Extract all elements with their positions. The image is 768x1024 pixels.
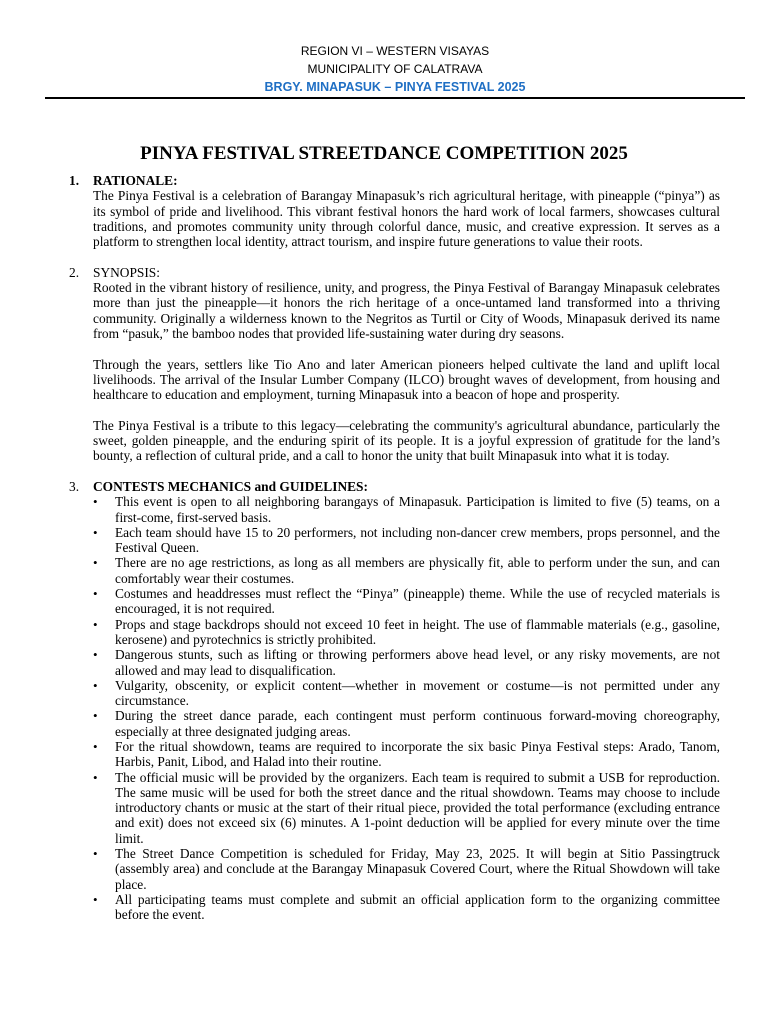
rationale-paragraph: The Pinya Festival is a celebration of Barangay Minapasuk’s rich agricultural heritage, with pineapple (“pinya”) as its symbol of pride and livelihood. This vibrant festival honors the hard work of local farmers, showcases cultural traditions, and promotes community unity through colorful dance, music, and creative expression. It serves as a platform to strengthen local identity, attract tourism, and inspire future generations to value their roots. — [93, 188, 720, 250]
section-heading: CONTESTS MECHANICS and GUIDELINES: — [93, 478, 368, 494]
section-number: 3. — [69, 478, 80, 494]
list-item — [93, 846, 720, 892]
bullet-icon: • — [93, 524, 98, 540]
list-item — [93, 739, 720, 770]
bullet-icon: • — [93, 846, 98, 862]
region-line: REGION VI – WESTERN VISAYAS — [300, 44, 490, 58]
section-heading: RATIONALE: — [93, 173, 178, 188]
bullet-icon: • — [93, 769, 98, 785]
list-item — [93, 678, 720, 709]
list-item — [93, 617, 720, 648]
list-item — [93, 525, 720, 556]
list-item-text: This event is open to all neighboring barangays of Minapasuk. Participation is limited to five (5) teams, on a first-come, first-served basis. — [115, 494, 720, 525]
section-heading: SYNOPSIS: — [93, 264, 160, 280]
list-item-text: The Street Dance Competition is scheduled for Friday, May 23, 2025. It will begin at Sitio Passingtruck (assembly area) and conclude at the Barangay Minapasuk Covered Court, where the Ritual Showdown will take place. — [115, 846, 720, 892]
bullet-icon: • — [93, 738, 98, 754]
list-item — [93, 647, 720, 678]
section-rationale — [69, 173, 720, 249]
list-item-text: Props and stage backdrops should not exceed 10 feet in height. The use of flammable materials (e.g., gasoline, kerosene) and pyrotechnics is strictly prohibited. — [115, 616, 720, 647]
barangay-line: BRGY. MINAPASUK – PINYA FESTIVAL 2025 — [264, 80, 526, 94]
list-item — [93, 770, 720, 846]
list-item-text: During the street dance parade, each contingent must perform continuous forward-moving choreography, especially at three designated judging areas. — [115, 708, 720, 739]
list-item-text: Vulgarity, obscenity, or explicit content—whether in movement or costume—is not permitted under any circumstance. — [115, 677, 720, 709]
synopsis-paragraph-3: The Pinya Festival is a tribute to this legacy—celebrating the community's agricultural abundance, particularly the sweet, golden pineapple, and the enduring spirit of its people. It is a joyful expression of gratitude for the land’s bounty, a reflection of cultural pride, and a call to honor the unity that built Minapasuk into what it is today. — [93, 417, 720, 464]
bullet-icon: • — [93, 494, 98, 510]
synopsis-paragraph-1: Rooted in the vibrant history of resilience, unity, and progress, the Pinya Festival of Barangay Minapasuk celebrates more than just the pineapple—it honors the rich heritage of a once-untamed land transformed into a thriving community. Originally a wilderness known to the Negritos as Turtil or City of Woods, Minapasuk derived its name from “pasuk,” the bamboo nodes that provided life-sustaining water during dry seasons. — [93, 280, 720, 341]
document-body — [69, 173, 720, 923]
list-item — [93, 708, 720, 739]
list-item — [93, 494, 720, 525]
list-item-text: Dangerous stunts, such as lifting or throwing performers above head level, or any risky movements, are not allowed and may lead to disqualification. — [115, 647, 720, 678]
letterhead — [45, 42, 745, 96]
synopsis-paragraph-2: Through the years, settlers like Tio Ano and later American pioneers helped cultivate the land and uplift local livelihoods. The arrival of the Insular Lumber Company (ILCO) brought waves of development, from housing and healthcare to education and employment, turning Minapasuk into a beacon of hope and prosperity. — [93, 356, 720, 403]
header-divider — [45, 97, 745, 99]
section-number: 2. — [69, 264, 80, 280]
list-item-text: The official music will be provided by the organizers. Each team is required to submit a USB for reproduction. The same music will be used for both the street dance and the ritual showdown. Teams may choose to include introductory chants or music at the start of their ritual piece, provided the total performance (excluding entrance and exit) does not exceed six (6) minutes. A 1-point deduction will be applied for every minute over the time limit. — [115, 769, 720, 846]
guidelines-list — [93, 494, 720, 922]
section-mechanics — [69, 479, 720, 923]
list-item-text: There are no age restrictions, as long as all members are physically fit, able to perform under the sun, and can comfortably wear their costumes. — [115, 555, 720, 586]
section-number: 1. — [69, 173, 80, 188]
list-item — [93, 892, 720, 923]
bullet-icon: • — [93, 708, 98, 724]
bullet-icon: • — [93, 616, 98, 632]
bullet-icon: • — [93, 647, 98, 663]
list-item-text: All participating teams must complete and submit an official application form to the organizing committee before the event. — [115, 891, 720, 923]
list-item — [93, 586, 720, 617]
list-item-text: Each team should have 15 to 20 performers, not including non-dancer crew members, props personnel, and the Festival Queen. — [115, 524, 720, 556]
section-synopsis — [69, 265, 720, 464]
bullet-icon: • — [93, 891, 98, 907]
list-item — [93, 555, 720, 586]
bullet-icon: • — [93, 677, 98, 693]
list-item-text: Costumes and headdresses must reflect the “Pinya” (pineapple) theme. While the use of recycled materials is encouraged, it is not required. — [115, 586, 720, 617]
bullet-icon: • — [93, 555, 98, 571]
municipality-line: MUNICIPALITY OF CALATRAVA — [307, 62, 483, 76]
document-title: PINYA FESTIVAL STREETDANCE COMPETITION 2025 — [140, 143, 628, 164]
list-item-text: For the ritual showdown, teams are required to incorporate the six basic Pinya Festival steps: Arado, Tanom, Harbis, Panit, Libod, and Halad into their routine. — [115, 738, 720, 770]
bullet-icon: • — [93, 586, 98, 602]
